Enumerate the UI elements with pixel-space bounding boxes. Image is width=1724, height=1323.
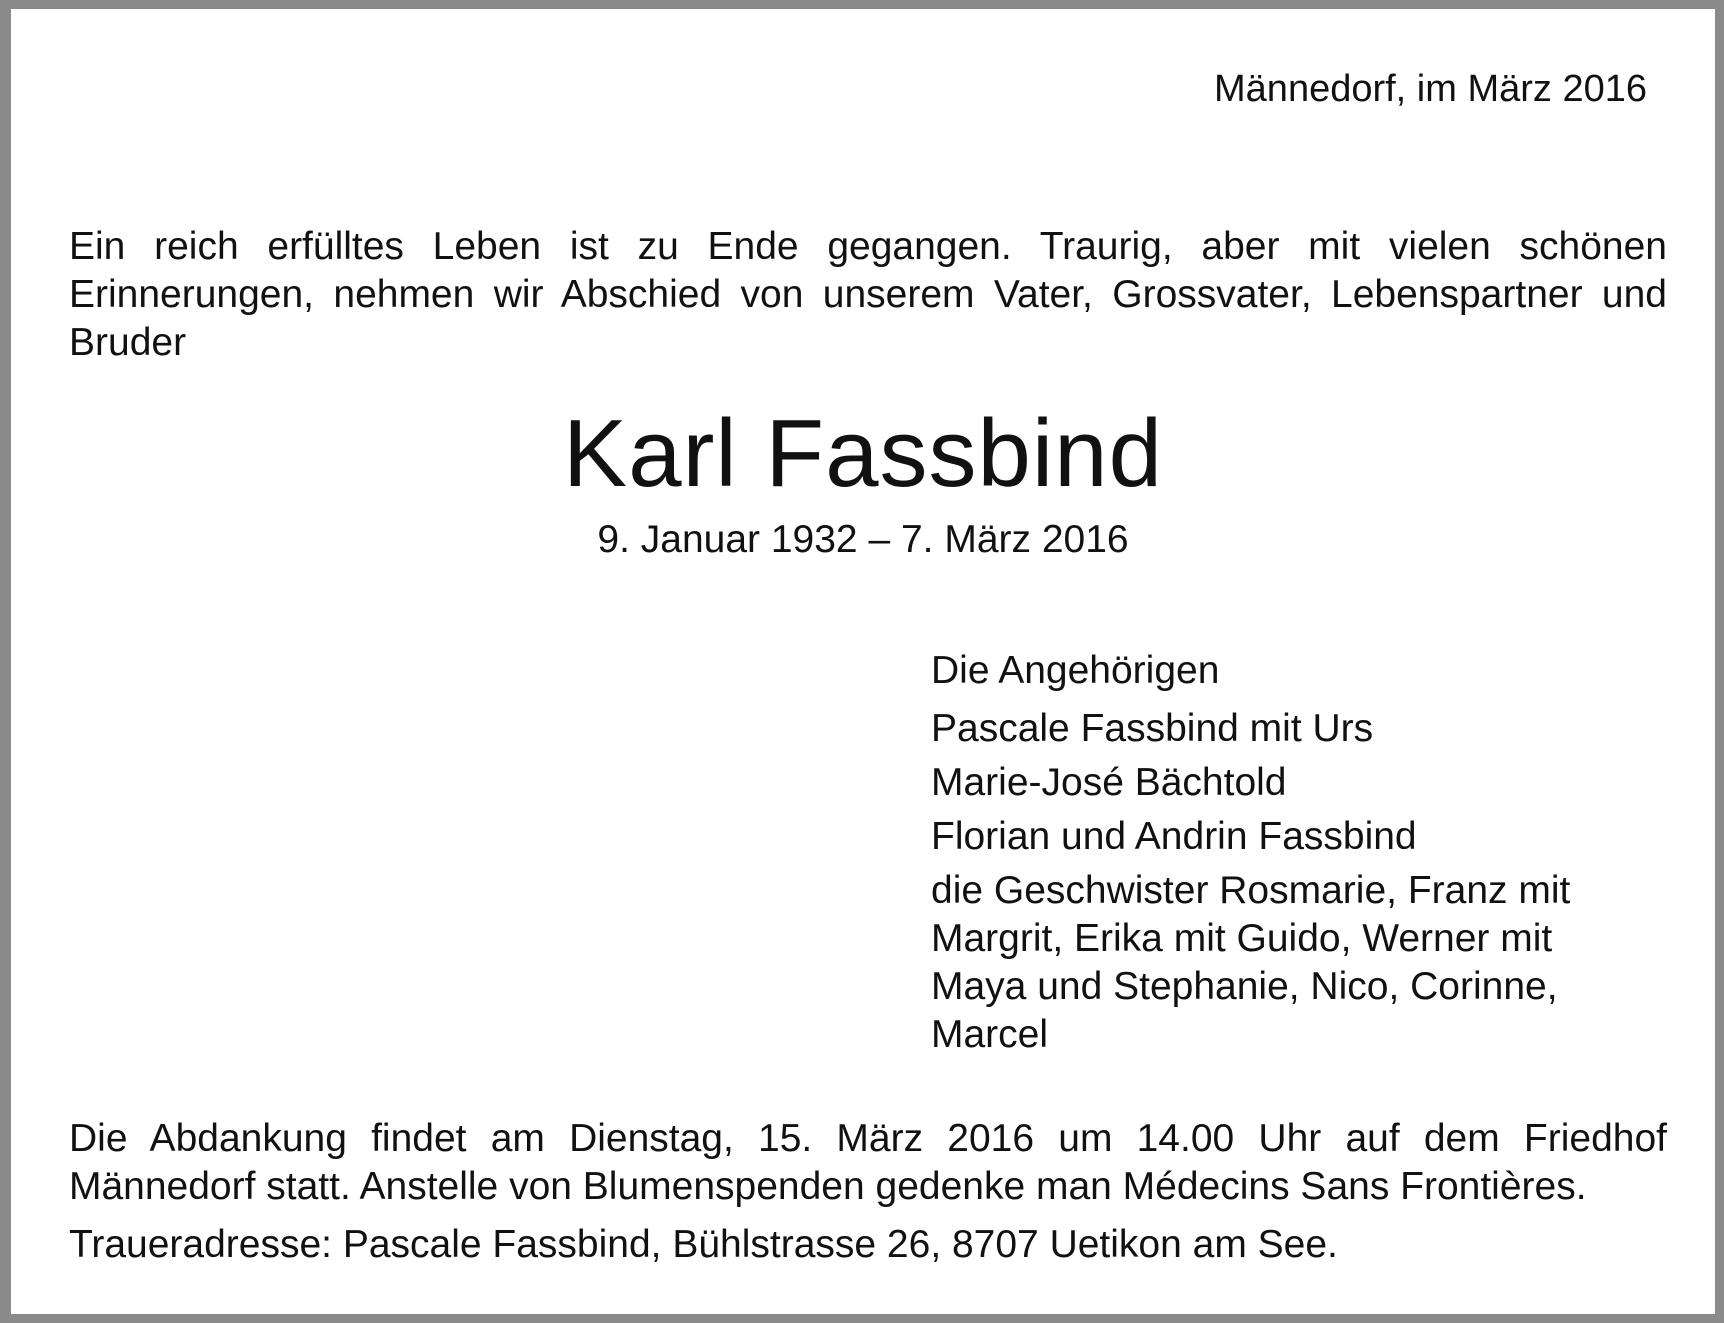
relatives-heading: Die Angehörigen [931, 649, 1220, 692]
ceremony-info: Die Abdankung findet am Dienstag, 15. März 2016 um 14.00 Uhr auf dem Friedhof Männedorf statt. Anstelle von Blumenspenden gedenke man Médecins Sans Frontières. [69, 1117, 1667, 1208]
mourning-address: Traueradresse: Pascale Fassbind, Bühlstrasse 26, 8707 Uetikon am See. [69, 1223, 1338, 1266]
closing-block [69, 1115, 1667, 1269]
deceased-name: Karl Fassbind [563, 400, 1163, 507]
lifespan-dates: 9. Januar 1932 – 7. März 2016 [597, 518, 1129, 561]
relative-entry-siblings: die Geschwister Rosmarie, Franz mit Margrit, Erika mit Guido, Werner mit Maya und Stephanie, Nico, Corinne, Marcel [931, 869, 1571, 1056]
place-and-date: Männedorf, im März 2016 [1214, 68, 1647, 110]
intro-paragraph: Ein reich erfülltes Leben ist zu Ende gegangen. Traurig, aber mit vielen schönen Erinnerungen, nehmen wir Abschied von unserem Vater, Grossvater, Lebenspartner und Bruder [69, 225, 1667, 364]
relative-entry: Marie-José Bächtold [931, 761, 1287, 804]
relative-entry: Florian und Andrin Fassbind [931, 815, 1417, 858]
relatives-block [931, 647, 1631, 1065]
relative-entry: Pascale Fassbind mit Urs [931, 707, 1374, 750]
